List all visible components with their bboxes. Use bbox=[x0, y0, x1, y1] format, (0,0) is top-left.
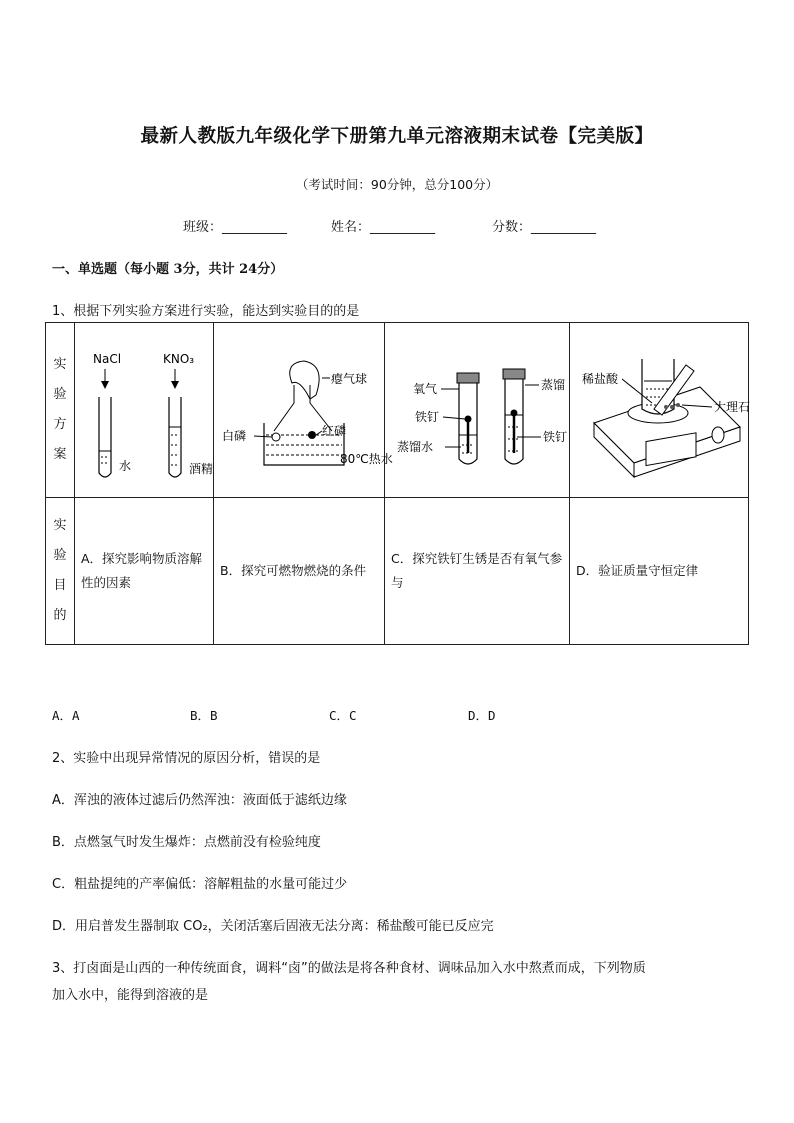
diagram-b bbox=[214, 323, 393, 498]
section-heading: 一、单选题（每小题 3分，共计 24分） bbox=[52, 262, 284, 277]
combustion-diagram bbox=[214, 323, 393, 493]
q1-option-b[interactable]: B．B bbox=[190, 708, 218, 723]
purpose-a: A．探究影响物质溶解性的因素 bbox=[75, 498, 214, 645]
question-1-stem: 1、根据下列实验方案进行实验，能达到实验目的的是 bbox=[52, 304, 360, 319]
purpose-c: C．探究铁钉生锈是否有氧气参与 bbox=[385, 498, 570, 645]
q2-option-d[interactable]: D．用启普发生器制取 CO₂，关闭活塞后固液无法分离：稀盐酸可能已反应完 bbox=[52, 919, 494, 934]
question-3-stem-cont: 加入水中，能得到溶液的是 bbox=[52, 988, 209, 1003]
experiment-table bbox=[45, 322, 749, 645]
q2-option-b[interactable]: B．点燃氢气时发生爆炸：点燃前没有检验纯度 bbox=[52, 835, 321, 850]
rusting-diagram bbox=[385, 323, 569, 493]
diagram-d bbox=[570, 323, 749, 498]
page-title: 最新人教版九年级化学下册第九单元溶液期末试卷【完美版】 bbox=[140, 126, 654, 147]
table-row-purposes bbox=[46, 498, 749, 645]
row-header-char: 目 bbox=[53, 578, 67, 593]
acid-label: 稀盐酸 bbox=[582, 372, 619, 386]
name-field: 姓名：__________ bbox=[331, 220, 436, 235]
question-2-stem: 2、实验中出现异常情况的原因分析，错误的是 bbox=[52, 751, 321, 766]
purpose-b: B．探究可燃物燃烧的条件 bbox=[214, 498, 385, 645]
class-field: 班级：__________ bbox=[183, 220, 288, 235]
kno3-label: KNO₃ bbox=[163, 352, 195, 366]
diagram-a bbox=[75, 323, 214, 498]
nail-label-1: 铁钉 bbox=[415, 410, 440, 424]
hot-water-label: 80℃热水 bbox=[340, 452, 393, 466]
red-phosphorus-label: 红磷 bbox=[322, 424, 347, 438]
water-label: 水 bbox=[119, 459, 132, 473]
row-header-purpose bbox=[46, 498, 75, 645]
row-header-char: 实 bbox=[53, 518, 67, 533]
q2-option-c[interactable]: C．粗盐提纯的产率偏低：溶解粗盐的水量可能过少 bbox=[52, 877, 348, 892]
balloon-label: 瘪气球 bbox=[331, 372, 368, 386]
alcohol-label: 酒精 bbox=[189, 462, 214, 476]
nail-label-2: 铁钉 bbox=[543, 430, 568, 444]
row-header-char: 案 bbox=[53, 447, 67, 462]
row-header-char: 实 bbox=[53, 357, 67, 372]
q1-option-c[interactable]: C．C bbox=[329, 708, 357, 723]
distilled-water-label: 蒸馏水 bbox=[397, 440, 434, 454]
q2-option-a[interactable]: A．浑浊的液体过滤后仍然浑浊：液面低于滤纸边缘 bbox=[52, 793, 347, 808]
oxygen-label: 氧气 bbox=[413, 382, 438, 396]
white-phosphorus-label: 白磷 bbox=[222, 429, 247, 443]
purpose-d: D．验证质量守恒定律 bbox=[570, 498, 749, 645]
mass-conservation-diagram bbox=[570, 323, 751, 493]
diagram-c bbox=[385, 323, 570, 498]
marble-label: 大理石 bbox=[714, 400, 751, 414]
row-header-char: 的 bbox=[53, 608, 67, 623]
distilled-label: 蒸馏 bbox=[541, 378, 566, 392]
question-3-stem: 3、打卤面是山西的一种传统面食，调料“卤”的做法是将各种食材、调味品加入水中熬煮而成，下列物质 bbox=[52, 961, 646, 976]
nacl-label: NaCl bbox=[93, 352, 122, 366]
row-header-char: 方 bbox=[53, 417, 67, 432]
row-header-char: 验 bbox=[53, 387, 67, 402]
q1-option-d[interactable]: D．D bbox=[468, 708, 496, 723]
score-field: 分数：__________ bbox=[492, 220, 597, 235]
solubility-diagram bbox=[75, 323, 213, 493]
table-row-schemes bbox=[46, 323, 749, 498]
row-header-scheme bbox=[46, 323, 75, 498]
row-header-char: 验 bbox=[53, 548, 67, 563]
q1-option-a[interactable]: A．A bbox=[52, 708, 80, 723]
exam-subtitle: （考试时间：90分钟，总分100分） bbox=[295, 177, 499, 192]
